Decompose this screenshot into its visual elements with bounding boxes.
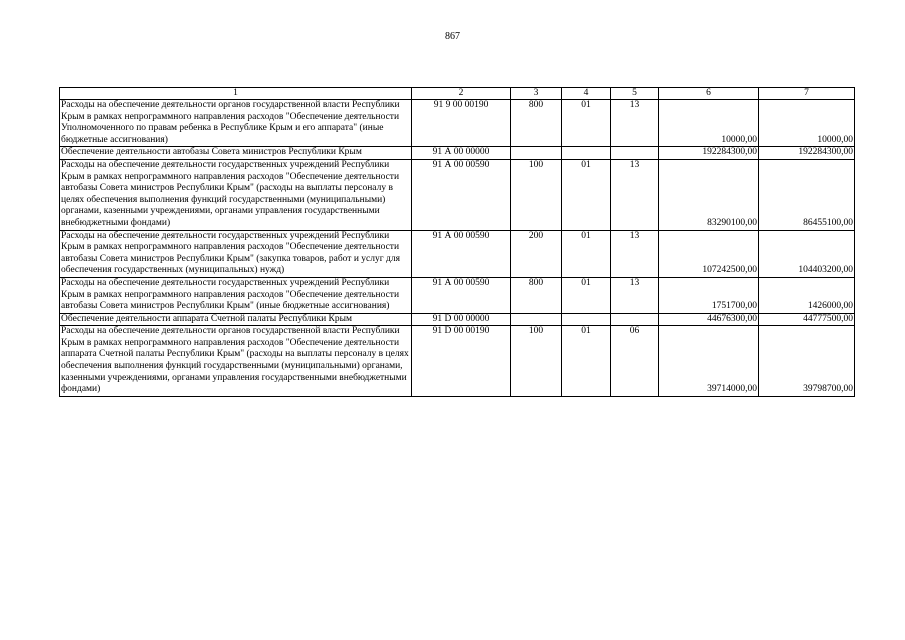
target-article-cell: 91 А 00 00590 — [412, 277, 511, 313]
subsection-cell: 13 — [611, 277, 659, 313]
budget-table — [59, 87, 855, 397]
table-row — [60, 277, 855, 313]
amount-year2-cell: 44777500,00 — [759, 313, 855, 326]
header-cell: 4 — [562, 88, 611, 100]
amount-year2-cell: 192284300,00 — [759, 147, 855, 160]
table-header-row — [60, 88, 855, 100]
expense-name-cell: Расходы на обеспечение деятельности государственных учреждений Республики Крым в рамках непрограммного направления расходов "Обеспечение деятельности автобазы Совета министров Республики Крым" (расходы на выплаты персоналу в целях обеспечения выполнения функций государственными (муниципальными) органами, казенными учреждениями, органами управления государственными внебюджетными фондами) — [60, 159, 412, 230]
table-row — [60, 159, 855, 230]
amount-year1-cell: 44676300,00 — [659, 313, 759, 326]
subsection-cell: 13 — [611, 100, 659, 147]
expense-name-cell: Обеспечение деятельности аппарата Счетной палаты Республики Крым — [60, 313, 412, 326]
table-row — [60, 230, 855, 277]
header-cell: 3 — [511, 88, 562, 100]
section-cell: 01 — [562, 326, 611, 397]
amount-year2-cell: 86455100,00 — [759, 159, 855, 230]
header-cell: 5 — [611, 88, 659, 100]
amount-year2-cell: 104403200,00 — [759, 230, 855, 277]
target-article-cell: 91 D 00 00000 — [412, 313, 511, 326]
table-row — [60, 326, 855, 397]
expense-name-cell: Обеспечение деятельности автобазы Совета министров Республики Крым — [60, 147, 412, 160]
target-article-cell: 91 D 00 00190 — [412, 326, 511, 397]
amount-year2-cell: 1426000,00 — [759, 277, 855, 313]
expense-name-cell: Расходы на обеспечение деятельности государственных учреждений Республики Крым в рамках непрограммного направления расходов "Обеспечение деятельности автобазы Совета министров Республики Крым" (иные бюджетные ассигнования) — [60, 277, 412, 313]
amount-year1-cell: 107242500,00 — [659, 230, 759, 277]
expense-type-cell: 100 — [511, 326, 562, 397]
amount-year1-cell: 39714000,00 — [659, 326, 759, 397]
target-article-cell: 91 А 00 00000 — [412, 147, 511, 160]
expense-type-cell — [511, 313, 562, 326]
target-article-cell: 91 А 00 00590 — [412, 230, 511, 277]
table-row — [60, 147, 855, 160]
amount-year1-cell: 10000,00 — [659, 100, 759, 147]
section-cell — [562, 147, 611, 160]
section-cell — [562, 313, 611, 326]
table-row — [60, 313, 855, 326]
subsection-cell — [611, 313, 659, 326]
subsection-cell: 13 — [611, 230, 659, 277]
expense-type-cell — [511, 147, 562, 160]
amount-year1-cell: 83290100,00 — [659, 159, 759, 230]
header-cell: 6 — [659, 88, 759, 100]
expense-type-cell: 800 — [511, 277, 562, 313]
expense-type-cell: 100 — [511, 159, 562, 230]
expense-type-cell: 200 — [511, 230, 562, 277]
amount-year1-cell: 192284300,00 — [659, 147, 759, 160]
section-cell: 01 — [562, 230, 611, 277]
section-cell: 01 — [562, 100, 611, 147]
expense-type-cell: 800 — [511, 100, 562, 147]
subsection-cell: 13 — [611, 159, 659, 230]
amount-year2-cell: 39798700,00 — [759, 326, 855, 397]
target-article-cell: 91 9 00 00190 — [412, 100, 511, 147]
header-cell: 1 — [60, 88, 412, 100]
subsection-cell — [611, 147, 659, 160]
page-number: 867 — [445, 31, 460, 42]
table-row — [60, 100, 855, 147]
section-cell: 01 — [562, 159, 611, 230]
expense-name-cell: Расходы на обеспечение деятельности государственных учреждений Республики Крым в рамках непрограммного направления расходов "Обеспечение деятельности автобазы Совета министров Республики Крым" (закупка товаров, работ и услуг для обеспечения государственных (муниципальных) нужд) — [60, 230, 412, 277]
section-cell: 01 — [562, 277, 611, 313]
expense-name-cell: Расходы на обеспечение деятельности органов государственной власти Республики Крым в рамках непрограммного направления расходов "Обеспечение деятельности аппарата Счетной палаты Республики Крым" (расходы на выплаты персоналу в целях обеспечения выполнения функций государственными (муниципальными) органами, казенными учреждениями, органами управления государственными внебюджетными фондами) — [60, 326, 412, 397]
subsection-cell: 06 — [611, 326, 659, 397]
header-cell: 2 — [412, 88, 511, 100]
amount-year2-cell: 10000,00 — [759, 100, 855, 147]
header-cell: 7 — [759, 88, 855, 100]
amount-year1-cell: 1751700,00 — [659, 277, 759, 313]
target-article-cell: 91 А 00 00590 — [412, 159, 511, 230]
expense-name-cell: Расходы на обеспечение деятельности органов государственной власти Республики Крым в рамках непрограммного направления расходов "Обеспечение деятельности Уполномоченного по правам ребенка в Республике Крым и его аппарата" (иные бюджетные ассигнования) — [60, 100, 412, 147]
